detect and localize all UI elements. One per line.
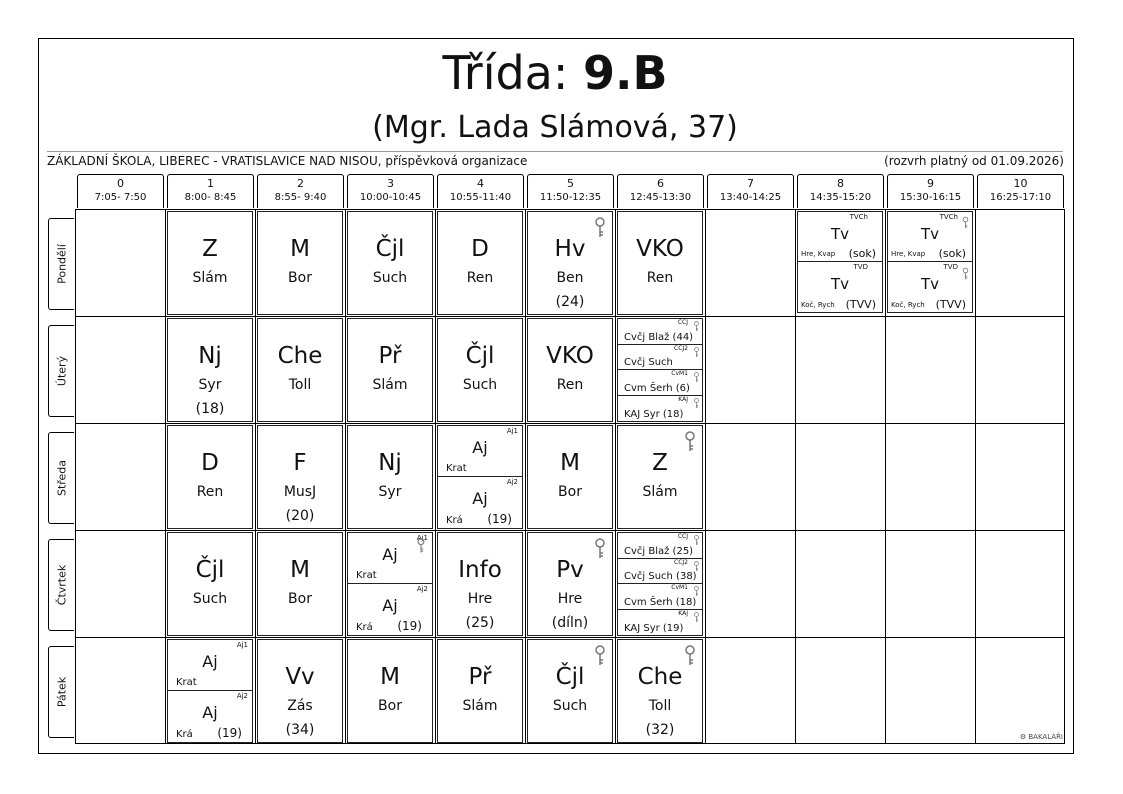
hour-header: 4 10:55-11:40 [437,174,524,208]
lesson-line: KAJ Syr (19) [624,623,684,634]
teacher: Ren [196,484,224,500]
group-lesson [168,640,252,691]
group-lesson [348,584,432,635]
teacher: Toll [288,377,312,393]
divider [47,151,1063,152]
group-tag: CvM1 [671,370,688,377]
day-label: Čtvrtek [48,539,74,631]
lesson-card [347,425,433,529]
lesson-card [527,318,613,422]
subject: D [471,236,489,262]
lesson-card [437,532,523,636]
lesson-card [347,639,433,743]
lesson-card [527,211,613,315]
lesson-card [257,425,343,529]
subject: Čjl [465,343,495,369]
room: (24) [555,294,585,310]
teacher: Ren [646,270,674,286]
subject: VKO [636,236,684,262]
key-icon [684,645,696,667]
teacher: Bor [288,591,312,607]
hour-header: 10 16:25-17:10 [977,174,1064,208]
lesson-line: Cvm Šerh (6) [624,382,690,394]
hour-header: 7 13:40-14:25 [707,174,794,208]
key-icon [416,538,426,554]
subject: M [560,450,580,476]
hour-header: 5 11:50-12:35 [527,174,614,208]
class-teacher: (Mgr. Lada Slámová, 37) [372,110,738,145]
group-lesson [618,610,702,636]
subject: Nj [198,343,222,369]
lesson-card [257,211,343,315]
group-tag: Aj1 [416,534,428,542]
teacher: Zás [287,698,313,714]
grid-line [975,209,976,744]
teacher: Such [192,591,228,607]
teacher: Bor [288,270,312,286]
key-icon [962,267,969,281]
subject: Nj [378,450,402,476]
group-lesson [168,691,252,742]
teacher: Syr [198,377,222,393]
teacher: Hre, Kvap [891,250,926,258]
day-label: Pátek [48,646,74,738]
group-tag: Aj2 [506,478,518,486]
group-lesson [438,426,522,477]
grid-line [615,209,616,744]
lesson-line: Cvm Šerh (18) [624,596,697,608]
lesson-card-split [437,425,523,529]
group-tag: CvM1 [671,584,688,591]
hour-header: 1 8:00- 8:45 [167,174,254,208]
grid-line [345,209,346,744]
lesson-line: Cvčj Such [624,357,673,368]
key-icon [962,216,969,230]
room: (sok) [848,247,876,260]
group-lesson [798,212,882,262]
key-icon [693,586,700,597]
subject: Tv [830,275,850,293]
teacher: Such [372,270,408,286]
group-tag: CČJ2 [674,558,688,566]
group-tag: CČJ [677,533,688,540]
lesson-card-split [797,211,883,313]
lesson-card [167,318,253,422]
teacher: Krá [446,515,463,526]
school-name: ZÁKLADNÍ ŠKOLA, LIBEREC - VRATISLAVICE NAD NISOU, příspěvková organizace [47,154,528,168]
teacher: Hre, Kvap [801,250,836,258]
group-lesson [618,396,702,422]
teacher: MusJ [283,484,317,500]
group-lesson [888,212,972,262]
key-icon [594,645,606,667]
key-icon [684,431,696,453]
teacher: Krá [356,622,373,633]
lesson-card [437,639,523,743]
key-icon [693,535,700,546]
group-tag: CČJ [677,319,688,326]
subject: M [380,664,400,690]
lesson-card [257,639,343,743]
teacher: Ren [556,377,584,393]
lesson-card [617,211,703,315]
subject: Vv [285,664,315,690]
group-tag: CČJ2 [674,344,688,352]
lesson-card-split [347,532,433,636]
grid-line [255,209,256,744]
hour-header: 2 8:55- 9:40 [257,174,344,208]
group-lesson [618,345,702,371]
subject: Př [378,343,402,369]
teacher: Slám [192,270,228,286]
teacher: Such [462,377,498,393]
hour-header: 9 15:30-16:15 [887,174,974,208]
lesson-line: Cvčj Such (38) [624,571,697,582]
hour-header: 8 14:35-15:20 [797,174,884,208]
day-label: Pondělí [48,218,74,310]
grid-line [885,209,886,744]
lesson-card [617,639,703,743]
lesson-card [527,639,613,743]
teacher: Koč, Rych [801,301,835,309]
lesson-card [527,425,613,529]
subject: Aj [382,596,398,615]
group-tag: KAJ [678,609,688,617]
subject: M [290,557,310,583]
subject: Aj [382,545,398,564]
teacher: Hre [467,591,493,607]
teacher: Krat [446,463,467,474]
lesson-card [257,318,343,422]
room: (32) [645,722,675,738]
lesson-card [437,211,523,315]
key-icon [693,347,700,358]
group-tag: TVD [943,263,958,271]
subject: Pv [556,557,584,583]
teacher: Bor [558,484,582,500]
validity-note: (rozvrh platný od 01.09.2026) [884,154,1064,168]
room: (25) [465,615,495,631]
hour-header: 6 12:45-13:30 [617,174,704,208]
subject: Čjl [375,236,405,262]
teacher: Slám [642,484,678,500]
subject: Př [468,664,492,690]
group-tag: TVD [853,263,868,271]
lesson-card-split [167,639,253,743]
room: (TVV) [935,298,966,311]
subject: Che [637,664,683,690]
subject: Aj [202,703,218,722]
group-tag: KAJ [678,395,688,403]
grid-line [525,209,526,744]
teacher: Ben [556,270,584,286]
room: (sok) [938,247,966,260]
teacher: Slám [462,698,498,714]
key-icon [693,321,700,332]
grid-line [165,209,166,744]
grid-line [75,637,1065,638]
subject: M [290,236,310,262]
teacher: Ren [466,270,494,286]
group-lesson [798,262,882,312]
key-icon [693,398,700,409]
subject: Tv [920,275,940,293]
subject: Che [277,343,323,369]
teacher: Krat [356,570,377,581]
lesson-line: KAJ Syr (18) [624,409,684,420]
grid-line [435,209,436,744]
room: (TVV) [845,298,876,311]
teacher: Krá [176,729,193,740]
room: (34) [285,722,315,738]
lesson-card [347,211,433,315]
bakalari-logo: ⚙ BAKALÁŘI [1019,733,1063,741]
teacher: Krat [176,677,197,688]
subject: Z [652,450,668,476]
lesson-card [437,318,523,422]
group-lesson [618,559,702,585]
teacher: Syr [378,484,402,500]
room: (19) [217,726,242,740]
key-icon [594,538,606,560]
group-lesson [888,262,972,312]
subject: Aj [472,438,488,457]
lesson-card [347,318,433,422]
group-tag: Aj1 [506,427,518,435]
lesson-line: Cvčj Blaž (25) [624,545,694,557]
group-tag: TVCh [939,213,958,221]
group-lesson [618,533,702,559]
subject: Info [458,557,502,583]
teacher: Toll [648,698,672,714]
grid-line [75,423,1065,424]
subject: D [201,450,219,476]
key-icon [594,217,606,239]
hour-header: 0 7:05- 7:50 [77,174,164,208]
room: (18) [195,401,225,417]
grid-line [75,530,1065,531]
teacher: Such [552,698,588,714]
subject: Aj [202,652,218,671]
hour-header: 3 10:00-10:45 [347,174,434,208]
lesson-card [527,532,613,636]
group-lesson [618,584,702,610]
subject: VKO [546,343,594,369]
lesson-card-quad [617,532,703,636]
group-lesson [618,319,702,345]
room: (19) [397,619,422,633]
key-icon [693,372,700,383]
lesson-card [167,532,253,636]
grid-line [75,316,1065,317]
teacher: Slám [372,377,408,393]
subject: Aj [472,489,488,508]
subject: Hv [554,236,586,262]
grid-line [705,209,706,744]
lesson-card-quad [617,318,703,422]
group-lesson [438,477,522,528]
subject: Čjl [195,557,225,583]
key-icon [693,561,700,572]
lesson-card [167,425,253,529]
group-lesson [618,370,702,396]
lesson-card [257,532,343,636]
subject: Čjl [555,664,585,690]
group-tag: TVCh [849,213,868,221]
day-label: Úterý [48,325,74,417]
key-icon [693,612,700,623]
group-tag: Aj1 [236,641,248,649]
subject: Z [202,236,218,262]
group-tag: Aj2 [236,692,248,700]
day-label: Středa [48,432,74,524]
lesson-card [617,425,703,529]
teacher: Koč, Rych [891,301,925,309]
lesson-card [167,211,253,315]
room: (díln) [551,615,589,631]
lesson-line: Cvčj Blaž (44) [624,331,694,343]
teacher: Hre [557,591,583,607]
lesson-card-split [887,211,973,313]
grid-line [795,209,796,744]
page-title: Třída: 9.B [442,46,668,100]
subject: Tv [830,225,850,243]
group-tag: Aj2 [416,585,428,593]
room: (19) [487,512,512,526]
subject: F [293,450,307,476]
teacher: Bor [378,698,402,714]
subject: Tv [920,225,940,243]
room: (20) [285,508,315,524]
